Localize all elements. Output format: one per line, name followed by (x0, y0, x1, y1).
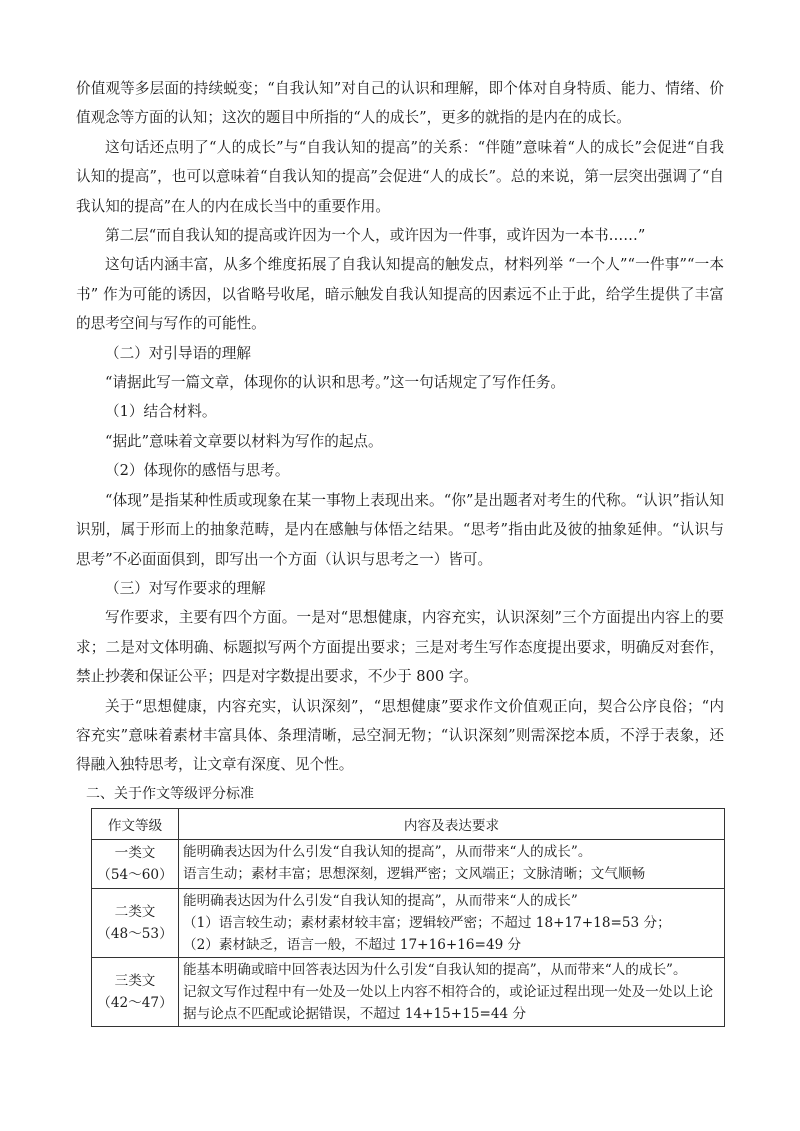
requirement-line: 能明确表达因为什么引发“自我认知的提高”，从而带来“人的成长”。 (183, 843, 592, 860)
section-heading-2: （二）对引导语的理解 (105, 344, 251, 362)
table-row (92, 888, 725, 957)
table-row (92, 839, 725, 888)
level-name: 一类文 (114, 844, 156, 861)
level-cell (92, 839, 179, 888)
list-item-1: （1）结合材料。 (105, 403, 217, 421)
level-cell (92, 888, 179, 957)
paragraph-6: “体现”是指某种性质或现象在某一事物上表现出来。“你”是出题者对考生的代称。“认识”指认知识别，属于形而上的抽象范畴，是内在感触与体悟之结果。“思考”指由此及彼的抽象延伸。“认识与思考”不必面面俱到，即写出一个方面（认识与思考之一）皆可。 (76, 491, 724, 568)
requirement-line: 能明确表达因为什么引发“自我认知的提高”，从而带来“人的成长” (183, 892, 578, 909)
grading-table (91, 808, 725, 1027)
table-title: 二、关于作文等级评分标准 (86, 785, 254, 802)
header-level: 作文等级 (92, 808, 179, 839)
paragraph-1: 价值观等多层面的持续蜕变；“自我认知”对自己的认识和理解，即个体对自身特质、能力、情绪、价值观念等方面的认知；这次的题目中所指的“人的成长”，更多的就指的是内在的成长。 (76, 80, 724, 127)
table-header-row (92, 808, 725, 839)
requirement-line: （1）语言较生动；素材素材较丰富；逻辑较严密；不超过 18+17+18=53 分； (183, 914, 671, 931)
requirement-line: 语言生动；素材丰富；思想深刻，逻辑严密；文风端正；文脉清晰；文气顺畅 (183, 865, 646, 882)
level-name: 二类文 (114, 903, 156, 920)
paragraph-2: 这句话还点明了“人的成长”与“自我认知的提高”的关系：“伴随”意味着“人的成长”会促进“自我认知的提高”，也可以意味着“自我认知的提高”会促进“人的成长”。总的来说，第一层突出强调了“自我认知的提高”在人的内在成长当中的重要作用。 (76, 138, 724, 215)
paragraph-8: 关于“思想健康，内容充实，认识深刻”，“思想健康”要求作文价值观正向，契合公序良俗；“内容充实”意味着素材丰富具体、条理清晰，忌空洞无物；“认识深刻”则需深挖本质，不浮于表象，还得融入独特思考，让文章有深度、见个性。 (76, 697, 724, 774)
requirements-cell (179, 957, 725, 1026)
requirement-line: （2）素材缺乏，语言一般，不超过 17+16+16=49 分 (183, 936, 522, 953)
requirement-line: 记叙文写作过程中有一处及一处以上内容不相符合的，或论证过程出现一处及一处以上论据与论点不匹配或论据错误，不超过 14+15+15=44 分 (183, 983, 714, 1022)
table-row (92, 957, 725, 1026)
requirement-line: 能基本明确或暗中回答表达因为什么引发“自我认知的提高”，从而带来“人的成长”。 (183, 961, 687, 978)
paragraph-3: 这句话内涵丰富，从多个维度拓展了自我认知提高的触发点，材料列举 “一个人”“一件事”“一本书” 作为可能的诱因，以省略号收尾，暗示触发自我认知提高的因素远不止于此，给学生提供了丰富的思考空间与写作的可能性。 (76, 256, 724, 333)
level-name: 三类文 (114, 972, 156, 989)
paragraph-7: 写作要求，主要有四个方面。一是对“思想健康，内容充实，认识深刻”三个方面提出内容上的要求；二是对文体明确、标题拟写两个方面提出要求；三是对考生写作态度提出要求，明确反对套作，禁止抄袭和保证公平；四是对字数提出要求，不少于 800 字。 (76, 609, 724, 686)
header-requirements: 内容及表达要求 (179, 808, 725, 839)
level-range: （42～47） (97, 994, 173, 1011)
level-range: （54～60） (97, 866, 173, 883)
level-cell (92, 957, 179, 1026)
requirements-cell (179, 888, 725, 957)
list-item-2: （2）体现你的感悟与思考。 (105, 462, 290, 480)
requirements-cell (179, 839, 725, 888)
level-range: （48～53） (97, 925, 173, 942)
paragraph-5: “据此”意味着文章要以材料为写作的起点。 (105, 432, 383, 450)
paragraph-4: “请据此写一篇文章，体现你的认识和思考。”这一句话规定了写作任务。 (105, 374, 566, 392)
section-heading-3: （三）对写作要求的理解 (105, 579, 266, 597)
paragraph-layer-two: 第二层“而自我认知的提高或许因为一个人，或许因为一件事，或许因为一本书……” (105, 227, 646, 245)
document-page (76, 74, 724, 1027)
